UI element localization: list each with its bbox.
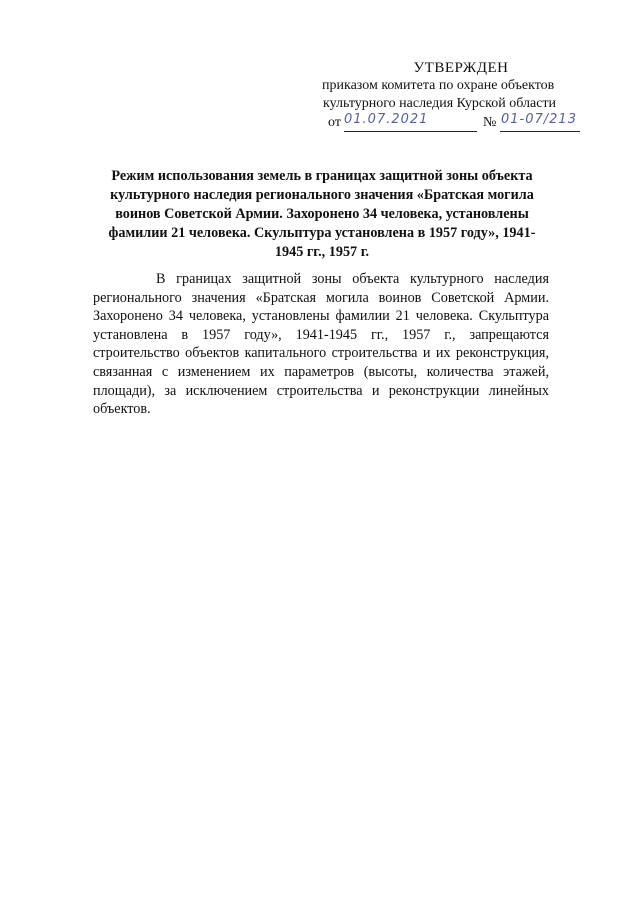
- document-body: В границах защитной зоны объекта культурного наследия регионального значения «Братская могила воинов Советской Армии. Захоронено 34 человека, установлены фамилии 21 человека. Скульптура установлена в 1957 году», 1941-1945 гг., 1957 г., запрещаются строительство объектов капитального строительства и их реконструкция, связанная с изменением их параметров (высоты, количества этажей, площади), за исключением строительства и реконструкции линейных объектов.: [93, 271, 549, 418]
- handwritten-date: 01.07.2021: [344, 112, 429, 127]
- document-title: Режим использования земель в границах защитной зоны объекта культурного наследия регионального значения «Братская могила воинов Советской Армии. Захоронено 34 человека, установлены фамилии 21 человека. Скульптура установлена в 1957 году», 1941-1945 гг., 1957 г.: [108, 168, 536, 260]
- number-label: №: [483, 115, 497, 130]
- handwritten-number: 01-07/213: [501, 112, 577, 127]
- approval-title: УТВЕРЖДЕН: [413, 60, 509, 76]
- approval-order-line: приказом комитета по охране объектов: [322, 78, 555, 93]
- approval-committee-line: культурного наследия Курской области: [323, 96, 557, 111]
- date-label: от: [328, 115, 341, 130]
- date-underline: [344, 131, 477, 132]
- number-underline: [500, 131, 580, 132]
- approval-date-number-row: [320, 114, 590, 134]
- approval-stamp: [320, 60, 590, 134]
